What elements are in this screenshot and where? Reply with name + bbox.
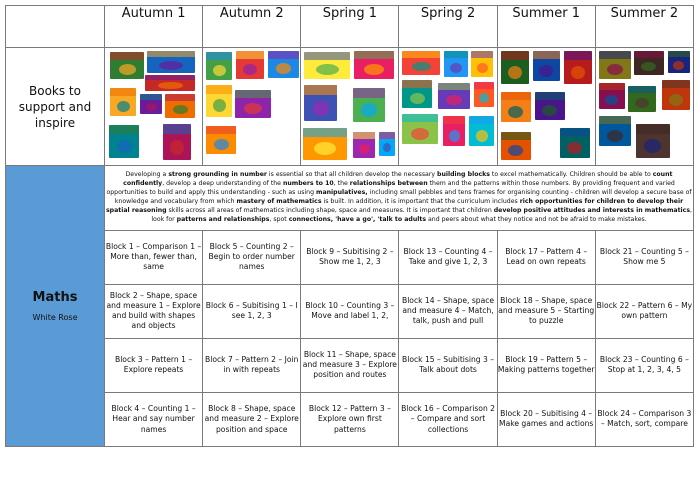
maths-intro-row: [6, 166, 694, 230]
block-row: [6, 338, 694, 392]
book-cover-image: [636, 124, 670, 158]
block-cell: Block 12 – Pattern 3 – Explore own first patterns: [301, 392, 399, 446]
block-cell: Block 20 – Subitising 4 – Make games and actions: [497, 392, 595, 446]
book-cover-image: [268, 51, 299, 78]
book-cover-image: [443, 116, 465, 146]
maths-title: Maths: [32, 290, 78, 306]
block-cell: Block 3 – Pattern 1 – Explore repeats: [105, 338, 203, 392]
book-cover-image: [304, 85, 337, 121]
block-cell: Block 17 – Pattern 4 – Lead on own repeats: [497, 230, 595, 284]
book-cover-image: [564, 51, 592, 84]
block-cell: Block 13 – Counting 4 – Take and give 1, 2, 3: [399, 230, 497, 284]
book-cover-image: [501, 132, 531, 160]
book-cover-image: [402, 114, 438, 144]
book-cover-image: [304, 52, 350, 79]
book-cover-image: [206, 126, 236, 154]
book-cover-image: [471, 51, 493, 77]
header-row: [6, 6, 694, 48]
block-cell: Block 4 – Counting 1 – Hear and say number names: [105, 392, 203, 446]
corner-cell: [6, 6, 105, 48]
maths-subtitle: White Rose: [32, 313, 78, 323]
book-cover-image: [303, 128, 347, 160]
block-cell: Block 15 – Subitising 3 – Talk about dots: [399, 338, 497, 392]
book-cover-image: [353, 88, 385, 122]
book-cover-image: [147, 51, 195, 73]
block-row: [6, 230, 694, 284]
book-cover-image: [379, 132, 395, 156]
maths-label-cell: [6, 166, 105, 447]
book-cover-image: [501, 51, 529, 84]
book-cover-image: [165, 94, 195, 118]
block-cell: Block 11 – Shape, space and measure 3 – Explore position and routes: [301, 338, 399, 392]
book-cover-image: [469, 116, 494, 146]
block-cell: Block 5 – Counting 2 – Begin to order number names: [203, 230, 301, 284]
book-cover-image: [474, 82, 494, 107]
term-spring-2: Spring 2: [399, 6, 497, 48]
book-cover-image: [634, 51, 664, 75]
block-cell: Block 22 – Pattern 6 – My own pattern: [595, 284, 693, 338]
block-row: [6, 284, 694, 338]
block-cell: Block 18 – Shape, space and measure 5 – Starting to puzzle: [497, 284, 595, 338]
book-covers-summer-1: [497, 48, 595, 166]
block-cell: Block 10 – Counting 3 – Move and label 1, 2,: [301, 284, 399, 338]
term-autumn-1: Autumn 1: [105, 6, 203, 48]
book-cover-image: [140, 94, 162, 114]
term-spring-1: Spring 1: [301, 6, 399, 48]
term-autumn-2: Autumn 2: [203, 6, 301, 48]
book-cover-image: [163, 124, 191, 160]
book-cover-image: [110, 88, 136, 116]
block-cell: Block 14 – Shape, space and measure 4 – Match, talk, push and pull: [399, 284, 497, 338]
block-cell: Block 24 – Comparison 3 – Match, sort, compare: [595, 392, 693, 446]
block-cell: Block 8 – Shape, space and measure 2 – Explore position and space: [203, 392, 301, 446]
block-cell: Block 6 – Subitising 1 – I see 1, 2, 3: [203, 284, 301, 338]
book-cover-image: [206, 85, 232, 117]
book-covers-spring-1: [301, 48, 399, 166]
book-cover-image: [438, 83, 470, 109]
book-cover-image: [560, 128, 590, 158]
book-cover-image: [354, 51, 394, 79]
book-cover-image: [535, 92, 565, 120]
book-covers-spring-2: [399, 48, 497, 166]
term-summer-2: Summer 2: [595, 6, 693, 48]
book-covers-autumn-1: [105, 48, 203, 166]
book-cover-image: [662, 80, 690, 110]
book-cover-image: [628, 86, 656, 112]
book-cover-image: [353, 132, 375, 158]
block-cell: Block 19 – Pattern 5 – Making patterns together: [497, 338, 595, 392]
block-cell: Block 23 – Counting 6 – Stop at 1, 2, 3, 4, 5: [595, 338, 693, 392]
books-row: [6, 48, 694, 166]
maths-intro-text: Developing a strong grounding in number is essential so that all children develop the necessary building blocks to excel mathematically. Children should be able to count confidently, develop a deep understanding of the numbers to 10, the relationships between them and the patterns within those numbers. By providing frequent and varied opportunities to build and apply this understanding - such as using manipulatives, including small pebbles and tens frames for organising counting - children will develop a secure base of knowledge and vocabulary from which mastery of mathematics is built. In addition, it is important that the curriculum includes rich opportunities for children to develop their spatial reasoning skills across all areas of mathematics including shape, space and measures. It is important that children develop positive attitudes and interests in mathematics, look for patterns and relationships, spot connections, 'have a go', 'talk to adults and peers about what they notice and not be afraid to make mistakes.: [105, 166, 694, 230]
term-summer-1: Summer 1: [497, 6, 595, 48]
block-cell: Block 9 – Subitising 2 – Show me 1, 2, 3: [301, 230, 399, 284]
block-cell: Block 2 – Shape, space and measure 1 – Explore and build with shapes and objects: [105, 284, 203, 338]
book-cover-image: [109, 125, 139, 158]
book-covers-summer-2: [595, 48, 693, 166]
book-cover-image: [599, 83, 625, 109]
book-cover-image: [145, 75, 195, 91]
block-cell: Block 16 – Comparison 2 – Compare and sort collections: [399, 392, 497, 446]
block-cell: Block 7 – Pattern 2 – Join in with repeats: [203, 338, 301, 392]
block-cell: Block 21 – Counting 5 – Show me 5: [595, 230, 693, 284]
book-cover-image: [533, 51, 560, 81]
block-row: [6, 392, 694, 446]
book-cover-image: [668, 51, 690, 73]
book-cover-image: [402, 51, 440, 75]
block-cell: Block 1 – Comparison 1 – More than, fewer than, same: [105, 230, 203, 284]
book-cover-image: [444, 51, 468, 77]
book-covers-autumn-2: [203, 48, 301, 166]
book-cover-image: [235, 90, 271, 118]
book-cover-image: [501, 92, 531, 122]
books-label: Books to support and inspire: [6, 48, 105, 166]
book-cover-image: [599, 51, 631, 79]
book-cover-image: [206, 52, 232, 80]
curriculum-grid: [5, 5, 694, 447]
book-cover-image: [110, 52, 144, 79]
book-cover-image: [402, 80, 432, 108]
book-cover-image: [236, 51, 264, 79]
book-cover-image: [599, 116, 631, 146]
